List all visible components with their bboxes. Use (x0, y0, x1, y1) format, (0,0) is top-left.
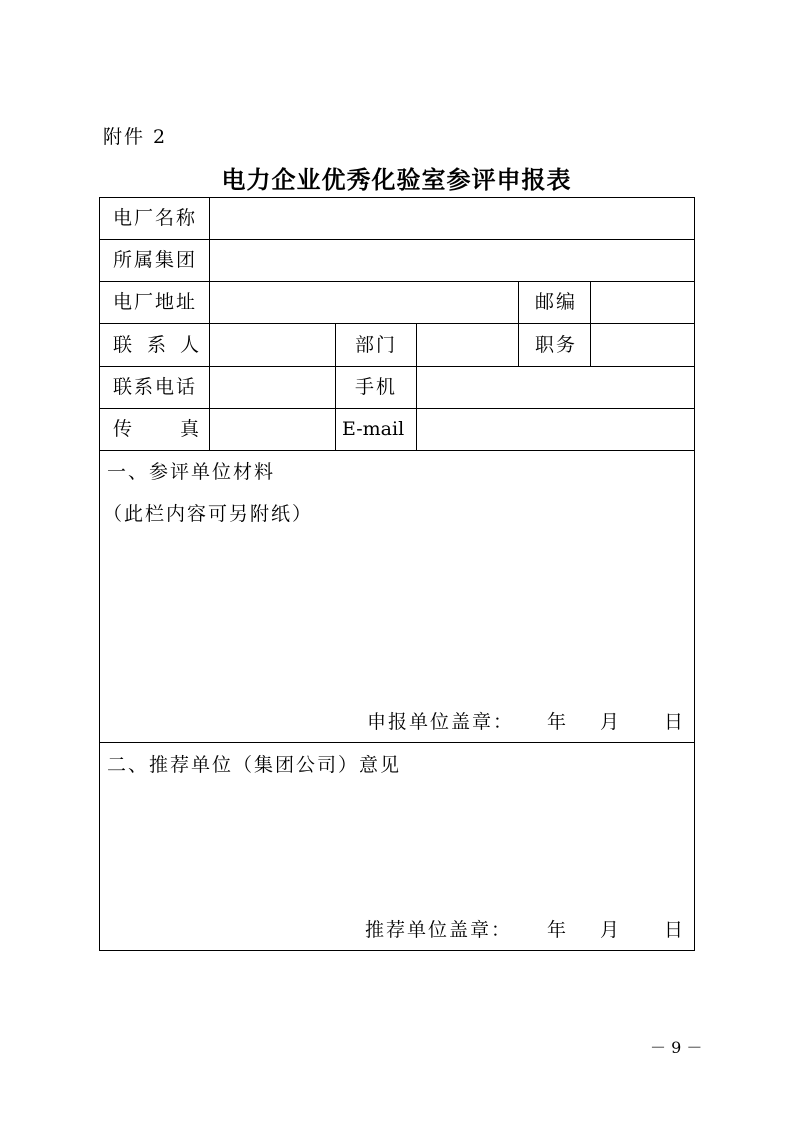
row-divider (99, 450, 695, 451)
group-field[interactable] (212, 242, 692, 278)
row-divider (99, 323, 695, 324)
row-divider (99, 366, 695, 367)
position-label: 职务 (535, 334, 578, 356)
row-divider (99, 239, 695, 240)
contact-field[interactable] (212, 326, 332, 363)
address-field[interactable] (212, 284, 515, 320)
column-divider (416, 323, 417, 450)
section2-seal-label: 推荐单位盖章： (365, 919, 513, 941)
plant-name-label: 电厂名称 (113, 207, 198, 229)
postcode-label: 邮编 (535, 291, 578, 313)
column-divider (209, 197, 210, 450)
fax-field[interactable] (212, 411, 332, 447)
row-divider (99, 281, 695, 282)
contact-label-char: 联 (113, 334, 133, 356)
contact-label-char: 人 (180, 334, 200, 356)
mobile-field[interactable] (419, 369, 692, 405)
fax-label-char: 真 (180, 418, 200, 440)
section1-day: 日 (664, 711, 684, 733)
section1-month: 月 (600, 711, 620, 733)
plant-name-field[interactable] (212, 200, 692, 236)
postcode-field[interactable] (593, 284, 692, 320)
department-field[interactable] (419, 326, 515, 363)
section2-day: 日 (664, 919, 684, 941)
page-number: － 9 － (650, 1038, 703, 1057)
section-divider (99, 742, 695, 743)
section1-seal-label: 申报单位盖章： (367, 711, 515, 733)
section2-year: 年 (547, 919, 567, 941)
column-divider (590, 281, 591, 366)
email-label: E-mail (342, 418, 405, 440)
email-field[interactable] (419, 411, 692, 447)
section1-year: 年 (547, 711, 567, 733)
section2-content-area[interactable] (102, 785, 692, 910)
mobile-label: 手机 (355, 376, 398, 398)
address-label: 电厂地址 (113, 291, 198, 313)
fax-label-char: 传 (113, 418, 133, 440)
position-field[interactable] (593, 326, 692, 363)
column-divider (335, 323, 336, 450)
section2-heading: 二、推荐单位（集团公司）意见 (107, 754, 402, 776)
group-label: 所属集团 (113, 249, 198, 271)
attachment-label: 附件 2 (103, 126, 168, 148)
form-title: 电力企业优秀化验室参评申报表 (221, 166, 572, 194)
row-divider (99, 408, 695, 409)
department-label: 部门 (355, 334, 398, 356)
section1-heading: 一、参评单位材料 (107, 461, 276, 483)
phone-label: 联系电话 (113, 376, 198, 398)
column-divider (518, 281, 519, 366)
section1-note: （此栏内容可另附纸） (103, 503, 314, 525)
contact-label-char: 系 (147, 334, 167, 356)
phone-field[interactable] (212, 369, 332, 405)
section1-content-area[interactable] (102, 530, 692, 700)
section2-month: 月 (600, 919, 620, 941)
